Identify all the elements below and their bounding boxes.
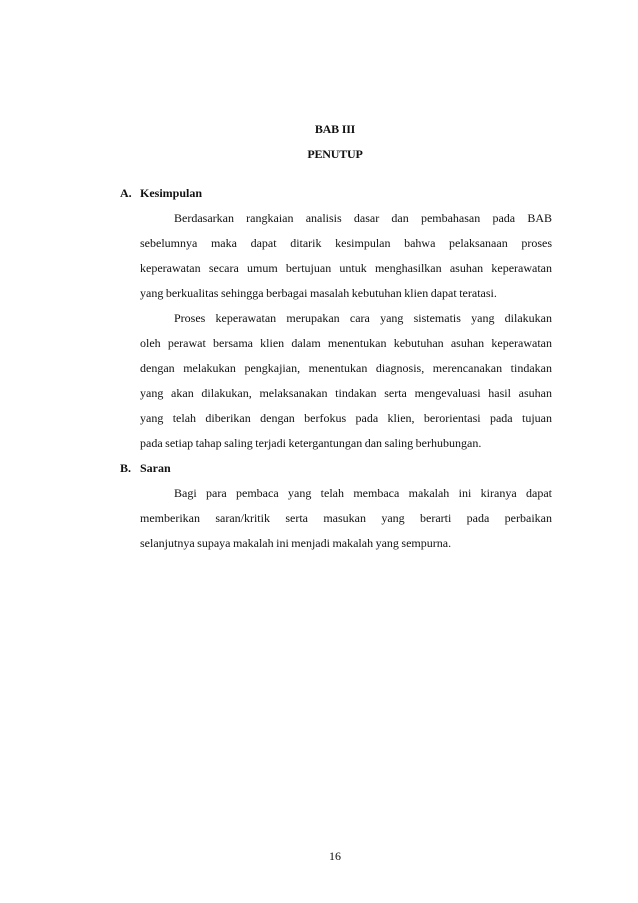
paragraph-line: oleh perawat bersama klien dalam menentukan kebutuhan asuhan keperawatan xyxy=(140,336,552,350)
section-b-title: Saran xyxy=(140,461,171,475)
section-a-letter: A. xyxy=(120,186,132,200)
paragraph-line: yang akan dilakukan, melaksanakan tindakan serta mengevaluasi hasil asuhan xyxy=(140,386,552,400)
paragraph-line: selanjutnya supaya makalah ini menjadi makalah yang sempurna. xyxy=(140,536,452,550)
section-b-heading xyxy=(120,461,171,476)
paragraph-line: memberikan saran/kritik serta masukan yang berarti pada perbaikan xyxy=(140,511,552,525)
section-a-heading xyxy=(120,186,202,201)
page-number: 16 xyxy=(329,849,341,863)
chapter-label: BAB III xyxy=(314,122,356,136)
paragraph-line: sebelumnya maka dapat ditarik kesimpulan bahwa pelaksanaan proses xyxy=(140,236,552,250)
paragraph-line: Bagi para pembaca yang telah membaca makalah ini kiranya dapat xyxy=(174,486,552,500)
paragraph-line: keperawatan secara umum bertujuan untuk menghasilkan asuhan keperawatan xyxy=(140,261,552,275)
paragraph-line: pada setiap tahap saling terjadi ketergantungan dan saling berhubungan. xyxy=(140,436,482,450)
paragraph-line: yang berkualitas sehingga berbagai masalah kebutuhan klien dapat teratasi. xyxy=(140,286,497,300)
chapter-title: PENUTUP xyxy=(307,147,363,161)
section-b-letter: B. xyxy=(120,461,132,475)
paragraph-line: dengan melakukan pengkajian, menentukan diagnosis, merencanakan tindakan xyxy=(140,361,552,375)
section-a-title: Kesimpulan xyxy=(140,186,203,200)
paragraph-line: yang telah diberikan dengan berfokus pada klien, berorientasi pada tujuan xyxy=(140,411,552,425)
paragraph-line: Berdasarkan rangkaian analisis dasar dan pembahasan pada BAB xyxy=(174,211,552,225)
paragraph-line: Proses keperawatan merupakan cara yang sistematis yang dilakukan xyxy=(174,311,552,325)
